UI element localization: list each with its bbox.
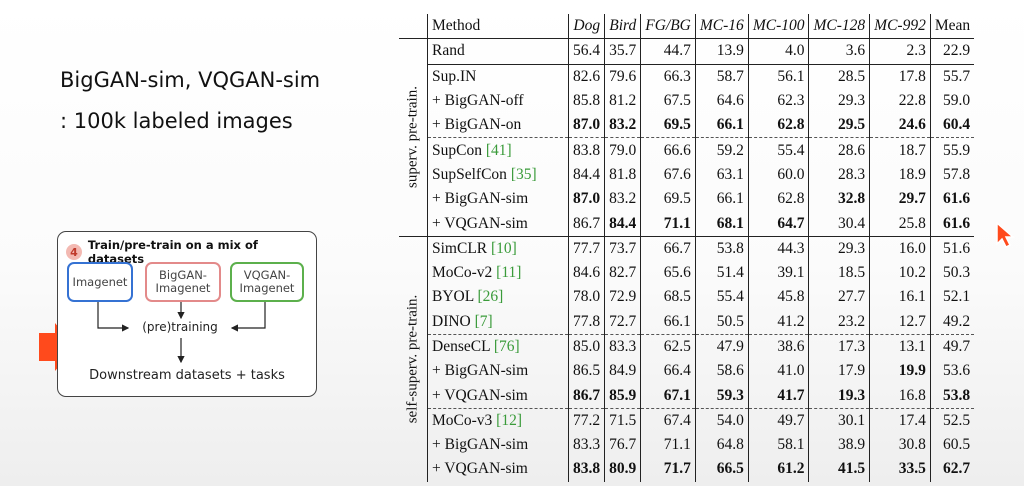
dataset-label: VQGAN- Imagenet [239,268,295,295]
method-name: + VQGAN-sim [432,386,528,404]
method-cell [428,163,569,187]
value-cell: 83.3 [569,433,605,457]
citation-link[interactable]: [12] [496,411,522,429]
method-name: MoCo-v3 [432,411,497,429]
value-cell: 60.4 [930,113,974,138]
value-cell: 4.0 [748,39,809,64]
value-cell: 60.5 [930,433,974,457]
value-cell: 16.0 [870,236,931,261]
method-name: + BigGAN-sim [432,362,529,380]
value-cell: 68.5 [641,285,696,309]
value-cell: 69.5 [641,113,696,138]
value-cell: 82.6 [569,64,605,89]
slide-heading-line2: : 100k labeled images [60,109,293,133]
value-cell: 62.8 [748,187,809,211]
value-cell: 81.8 [605,163,641,187]
value-cell: 86.5 [569,359,605,383]
method-name: DINO [432,312,475,330]
method-cell [428,310,569,335]
value-cell: 23.2 [809,310,870,335]
value-cell: 16.8 [870,383,931,408]
table-row [399,64,974,89]
value-cell: 19.9 [870,359,931,383]
group-label: self-superv. pre-train. [404,294,421,424]
value-cell: 56.1 [748,64,809,89]
value-cell: 82.7 [605,261,641,285]
value-cell: 62.7 [930,457,974,481]
value-cell: 53.8 [930,383,974,408]
table-row [399,261,974,285]
citation-link[interactable]: [41] [485,141,512,159]
value-cell: 72.7 [605,310,641,335]
table-header-row [399,14,974,39]
value-cell: 87.0 [569,113,605,138]
citation-link[interactable]: [10] [491,239,517,257]
table-row [399,359,974,383]
value-cell: 84.6 [569,261,605,285]
dataset-label: BigGAN- Imagenet [155,268,211,295]
value-cell: 13.9 [695,39,748,64]
value-cell: 50.5 [695,310,748,335]
value-cell: 49.7 [748,408,809,433]
value-cell: 64.8 [695,433,748,457]
value-cell: 66.1 [695,113,748,138]
method-cell [428,39,569,64]
citation-link[interactable]: [35] [510,165,537,183]
value-cell: 81.2 [605,89,641,113]
value-cell: 67.6 [641,163,696,187]
method-name: Rand [432,42,465,60]
value-cell: 71.7 [641,457,696,481]
value-cell: 29.7 [870,187,931,211]
value-cell: 41.7 [748,383,809,408]
value-cell: 58.7 [695,64,748,89]
value-cell: 28.5 [809,64,870,89]
value-cell: 17.8 [870,64,931,89]
value-cell: 24.6 [870,113,931,138]
value-cell: 69.5 [641,187,696,211]
value-cell: 29.5 [809,113,870,138]
value-cell: 58.6 [695,359,748,383]
method-cell [428,433,569,457]
method-cell [428,408,569,433]
value-cell: 80.9 [605,457,641,481]
value-cell: 18.9 [870,163,931,187]
value-cell: 66.5 [695,457,748,481]
value-cell: 71.5 [605,408,641,433]
value-cell: 84.9 [605,359,641,383]
value-cell: 83.2 [605,113,641,138]
table-row [399,113,974,138]
method-name: MoCo-v2 [432,264,497,282]
table-row [399,138,974,163]
value-cell: 66.4 [641,359,696,383]
value-cell: 65.6 [641,261,696,285]
value-cell: 39.1 [748,261,809,285]
value-cell: 45.8 [748,285,809,309]
citation-link[interactable]: [7] [474,312,493,330]
method-cell [428,138,569,163]
value-cell: 55.9 [930,138,974,163]
value-cell: 30.8 [870,433,931,457]
value-cell: 84.4 [569,163,605,187]
table-row [399,187,974,211]
value-cell: 13.1 [870,334,931,359]
downstream-label: Downstream datasets + tasks [89,368,285,383]
value-cell: 61.2 [748,457,809,481]
value-cell: 84.4 [605,211,641,236]
value-cell: 85.0 [569,334,605,359]
value-cell: 71.1 [641,211,696,236]
value-cell: 61.6 [930,211,974,236]
method-name: BYOL [432,288,478,306]
value-cell: 62.3 [748,89,809,113]
method-name: + BigGAN-on [432,116,522,134]
col-header-mean: Mean [930,14,974,39]
value-cell: 25.8 [870,211,931,236]
value-cell: 22.9 [930,39,974,64]
col-header-bird: Bird [605,14,641,39]
value-cell: 61.6 [930,187,974,211]
value-cell: 67.4 [641,408,696,433]
value-cell: 53.8 [695,236,748,261]
value-cell: 76.7 [605,433,641,457]
table-row [399,39,974,64]
method-name: Sup.IN [432,67,477,85]
citation-link[interactable]: [76] [493,338,520,355]
value-cell: 32.8 [809,187,870,211]
value-cell: 29.3 [809,89,870,113]
method-cell [428,187,569,211]
value-cell: 71.1 [641,433,696,457]
method-cell [428,359,569,383]
group-label-cell [399,39,428,236]
value-cell: 77.8 [569,310,605,335]
value-cell: 60.0 [748,163,809,187]
value-cell: 35.7 [605,39,641,64]
method-cell [428,457,569,481]
value-cell: 49.7 [930,334,974,359]
value-cell: 66.1 [641,310,696,335]
col-header-mc992: MC-992 [870,14,931,39]
method-name: DenseCL [432,338,494,355]
col-header-method: Method [428,14,569,39]
method-cell [428,383,569,408]
table-row [399,236,974,261]
value-cell: 16.1 [870,285,931,309]
value-cell: 72.9 [605,285,641,309]
method-cell [428,89,569,113]
table-row [399,383,974,408]
slide-heading-line1: BigGAN-sim, VQGAN-sim [60,68,321,92]
value-cell: 86.7 [569,211,605,236]
citation-link[interactable]: [26] [477,288,504,306]
table-row [399,211,974,236]
method-cell [428,113,569,138]
value-cell: 85.9 [605,383,641,408]
step-number-badge: 4 [66,244,82,260]
group-header-spacer [399,14,428,39]
method-cell [428,236,569,261]
value-cell: 66.7 [641,236,696,261]
method-cell [428,334,569,359]
dataset-mix-diagram [57,231,317,397]
value-cell: 51.6 [930,236,974,261]
col-header-fgbg: FG/BG [641,14,696,39]
value-cell: 50.3 [930,261,974,285]
value-cell: 51.4 [695,261,748,285]
results-table [399,14,974,482]
value-cell: 3.6 [809,39,870,64]
col-header-dog: Dog [569,14,605,39]
value-cell: 59.2 [695,138,748,163]
table-row [399,89,974,113]
value-cell: 49.2 [930,310,974,335]
value-cell: 64.6 [695,89,748,113]
value-cell: 85.8 [569,89,605,113]
group-label: superv. pre-train. [404,86,421,189]
value-cell: 83.2 [605,187,641,211]
table-row [399,285,974,309]
table-row [399,433,974,457]
col-header-mc16: MC-16 [695,14,748,39]
results-table-wrap [399,14,974,482]
mouse-cursor-icon [996,222,1018,248]
value-cell: 66.3 [641,64,696,89]
value-cell: 18.5 [809,261,870,285]
table-row [399,310,974,335]
value-cell: 17.9 [809,359,870,383]
value-cell: 17.3 [809,334,870,359]
value-cell: 41.0 [748,359,809,383]
col-header-mc128: MC-128 [809,14,870,39]
value-cell: 38.9 [809,433,870,457]
value-cell: 67.1 [641,383,696,408]
value-cell: 28.3 [809,163,870,187]
dataset-label: Imagenet [72,274,128,289]
citation-link[interactable]: [11] [496,264,522,282]
value-cell: 58.1 [748,433,809,457]
value-cell: 28.6 [809,138,870,163]
value-cell: 83.3 [605,334,641,359]
value-cell: 53.6 [930,359,974,383]
value-cell: 66.1 [695,187,748,211]
value-cell: 64.7 [748,211,809,236]
value-cell: 12.7 [870,310,931,335]
table-row [399,408,974,433]
value-cell: 18.7 [870,138,931,163]
value-cell: 41.2 [748,310,809,335]
value-cell: 47.9 [695,334,748,359]
value-cell: 77.7 [569,236,605,261]
value-cell: 83.8 [569,138,605,163]
value-cell: 10.2 [870,261,931,285]
diagram-title: Train/pre-train on a mix of datasets [87,238,258,266]
value-cell: 55.7 [930,64,974,89]
value-cell: 78.0 [569,285,605,309]
value-cell: 54.0 [695,408,748,433]
value-cell: 44.7 [641,39,696,64]
value-cell: 79.0 [605,138,641,163]
value-cell: 55.4 [748,138,809,163]
value-cell: 22.8 [870,89,931,113]
value-cell: 52.5 [930,408,974,433]
method-name: + VQGAN-sim [432,460,528,478]
value-cell: 19.3 [809,383,870,408]
value-cell: 30.1 [809,408,870,433]
col-header-mc100: MC-100 [748,14,809,39]
table-row [399,457,974,481]
method-cell [428,64,569,89]
method-name: + BigGAN-sim [432,190,529,208]
value-cell: 59.0 [930,89,974,113]
pretraining-label: (pre)training [142,320,218,334]
table-row [399,334,974,359]
value-cell: 30.4 [809,211,870,236]
value-cell: 67.5 [641,89,696,113]
method-name: + BigGAN-off [432,92,524,110]
value-cell: 87.0 [569,187,605,211]
value-cell: 62.8 [748,113,809,138]
method-cell [428,211,569,236]
value-cell: 57.8 [930,163,974,187]
method-name: + VQGAN-sim [432,214,528,232]
method-name: SupCon [432,141,486,159]
value-cell: 17.4 [870,408,931,433]
value-cell: 56.4 [569,39,605,64]
value-cell: 66.6 [641,138,696,163]
value-cell: 41.5 [809,457,870,481]
table-row [399,163,974,187]
method-cell [428,285,569,309]
value-cell: 44.3 [748,236,809,261]
value-cell: 83.8 [569,457,605,481]
value-cell: 33.5 [870,457,931,481]
value-cell: 86.7 [569,383,605,408]
value-cell: 29.3 [809,236,870,261]
method-name: + BigGAN-sim [432,436,529,454]
value-cell: 77.2 [569,408,605,433]
value-cell: 27.7 [809,285,870,309]
value-cell: 62.5 [641,334,696,359]
value-cell: 79.6 [605,64,641,89]
value-cell: 38.6 [748,334,809,359]
method-name: SimCLR [432,239,492,257]
value-cell: 59.3 [695,383,748,408]
value-cell: 73.7 [605,236,641,261]
value-cell: 68.1 [695,211,748,236]
value-cell: 55.4 [695,285,748,309]
value-cell: 52.1 [930,285,974,309]
method-cell [428,261,569,285]
group-label-cell [399,236,428,481]
method-name: SupSelfCon [432,165,511,183]
value-cell: 2.3 [870,39,931,64]
value-cell: 63.1 [695,163,748,187]
